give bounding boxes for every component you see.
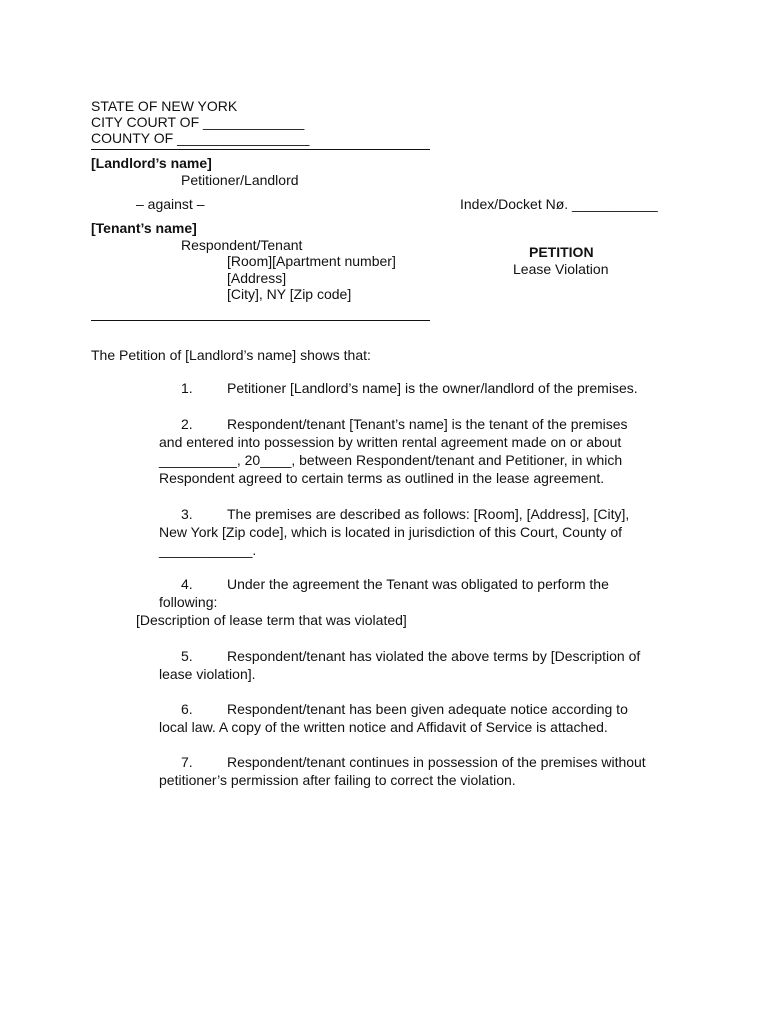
paragraph-line: Respondent agreed to certain terms as outlined in the lease agreement. (159, 470, 605, 486)
landlord-name: [Landlord’s name] (91, 155, 212, 171)
lease-term-description: [Description of lease term that was violated] (136, 612, 407, 628)
caption-bottom-rule (91, 320, 430, 321)
document-subtitle: Lease Violation (513, 261, 609, 277)
paragraph-line: following: (159, 594, 218, 610)
paragraph-line: lease violation]. (159, 666, 256, 682)
paragraph-6 (159, 700, 679, 736)
tenant-address-city: [City], NY [Zip code] (227, 286, 352, 302)
paragraph-5 (159, 647, 679, 683)
paragraph-number: 3. (181, 506, 193, 522)
paragraph-number: 6. (181, 701, 193, 717)
paragraph-2 (159, 415, 679, 487)
paragraph-line: Respondent/tenant [Tenant’s name] is the tenant of the premises (227, 416, 628, 432)
tenant-address-street: [Address] (227, 270, 287, 286)
paragraph-line: ____________. (159, 542, 257, 558)
paragraph-number: 1. (181, 380, 193, 396)
paragraph-line: New York [Zip code], which is located in jurisdiction of this Court, County of (159, 524, 622, 540)
paragraph-line: local law. A copy of the written notice and Affidavit of Service is attached. (159, 719, 608, 735)
paragraph-7 (159, 753, 679, 789)
paragraph-1 (159, 379, 679, 397)
paragraph-line: Respondent/tenant continues in possession of the premises without (227, 754, 646, 770)
paragraph-line: Petitioner [Landlord’s name] is the owner/landlord of the premises. (227, 380, 638, 396)
document-title: PETITION (529, 244, 594, 260)
paragraph-line: Respondent/tenant has been given adequate notice according to (227, 701, 628, 717)
caption-top-rule (91, 149, 430, 150)
paragraph-line: The premises are described as follows: [Room], [Address], [City], (227, 506, 630, 522)
paragraph-4 (159, 575, 679, 611)
state-heading: STATE OF NEW YORK (91, 98, 238, 114)
paragraph-line: Under the agreement the Tenant was obligated to perform the (227, 576, 609, 592)
tenant-role: Respondent/Tenant (181, 237, 303, 253)
paragraph-number: 7. (181, 754, 193, 770)
landlord-role: Petitioner/Landlord (181, 172, 299, 188)
county-line: COUNTY OF _________________ (91, 130, 310, 146)
against-label: – against – (136, 196, 205, 212)
index-docket-number: Index/Docket Nø. ___________ (460, 196, 658, 212)
tenant-name: [Tenant’s name] (91, 220, 197, 236)
paragraph-number: 5. (181, 648, 193, 664)
tenant-address-room: [Room][Apartment number] (227, 253, 396, 269)
paragraph-number: 4. (181, 576, 193, 592)
paragraph-3 (159, 505, 679, 559)
paragraph-line: Respondent/tenant has violated the above terms by [Description of (227, 648, 641, 664)
petition-intro: The Petition of [Landlord’s name] shows that: (91, 347, 371, 363)
paragraph-line: and entered into possession by written rental agreement made on or about (159, 434, 622, 450)
city-court-line: CITY COURT OF _____________ (91, 114, 305, 130)
paragraph-number: 2. (181, 416, 193, 432)
paragraph-line: petitioner’s permission after failing to correct the violation. (159, 772, 516, 788)
paragraph-line: __________, 20____, between Respondent/tenant and Petitioner, in which (159, 452, 623, 468)
